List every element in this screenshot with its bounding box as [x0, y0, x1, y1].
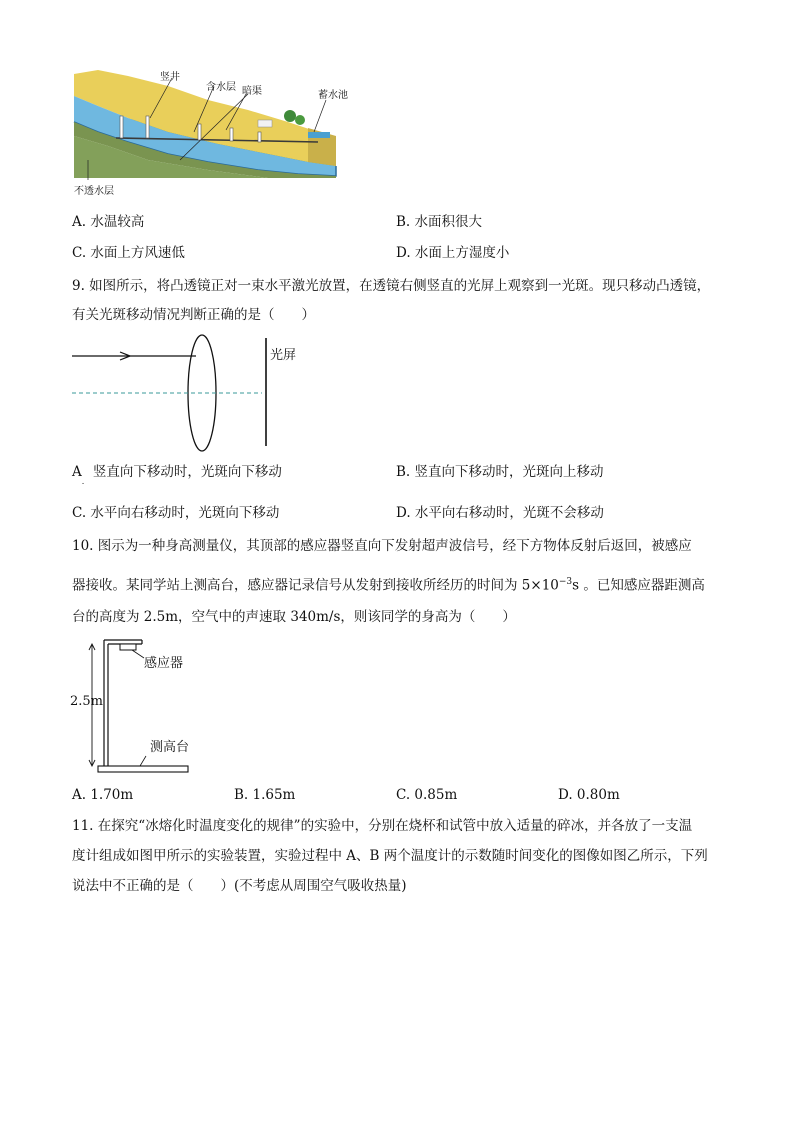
q10-option-b[interactable]: B. 1.65m: [234, 787, 296, 803]
q10-option-d[interactable]: D. 0.80m: [558, 787, 620, 803]
q9-stem-line1: 9. 如图所示，将凸透镜正对一束水平激光放置，在透镜右侧竖直的光屏上观察到一光斑。现只移动凸透镜，: [72, 278, 711, 294]
q9-option-b[interactable]: B. 竖直向下移动时，光斑向上移动: [396, 464, 604, 480]
q10-stem-line2: [72, 572, 705, 596]
shaft-3: [198, 124, 201, 140]
lens-figure: [72, 332, 332, 452]
q9-option-d[interactable]: D. 水平向右移动时，光斑不会移动: [396, 505, 604, 521]
label-screen: 光屏: [270, 348, 297, 363]
qanat-figure: [68, 66, 358, 198]
label-platform: 测高台: [150, 740, 190, 755]
q8-option-a[interactable]: A. 水温较高: [72, 214, 145, 230]
q9-stem-line2: 有关光斑移动情况判断正确的是（ ）: [72, 307, 315, 323]
q8-option-d[interactable]: D. 水面上方湿度小: [396, 245, 510, 261]
tree: [295, 115, 305, 125]
shaft-2: [146, 116, 149, 138]
house-shape: [258, 120, 272, 127]
shaft-4: [230, 128, 233, 141]
q10-stem-line3: 台的高度为 2.5m，空气中的声速取 340m/s，则该同学的身高为（ ）: [72, 609, 516, 625]
sensor-box: [120, 644, 136, 650]
q10-stem-line1: 10. 图示为一种身高测量仪，其顶部的感应器竖直向下发射超声波信号，经下方物体反射后返回，被感应: [72, 538, 692, 554]
q9-option-a-letter: A: [72, 464, 82, 480]
q11-stem-line2: 度计组成如图甲所示的实验装置，实验过程中 A、B 两个温度计的示数随时间变化的图像如图乙所示，下列: [72, 848, 708, 864]
height-meter-figure: [70, 636, 200, 778]
q8-option-b[interactable]: B. 水面积很大: [396, 214, 483, 230]
q11-stem-line1: 11. 在探究“冰熔化时温度变化的规律”的实验中，分别在烧杯和试管中放入适量的碎冰，并各放了一支温: [72, 818, 693, 834]
label-channel: 暗渠: [242, 86, 262, 97]
shaft-1: [120, 116, 123, 138]
label-impermeable: 不透水层: [74, 186, 114, 197]
label-sensor: 感应器: [144, 656, 184, 671]
q10-option-a[interactable]: A. 1.70m: [72, 787, 134, 803]
q11-stem-line3: 说法中不正确的是（ ）(不考虑从周围空气吸收热量): [72, 878, 407, 894]
label-aquifer: 含水层: [206, 82, 236, 93]
q8-option-c[interactable]: C. 水面上方风速低: [72, 245, 185, 261]
platform-shape: [98, 766, 188, 772]
q9-option-a[interactable]: $A_.$ 竖直向下移动时，光斑向下移动: [72, 464, 282, 486]
q10-line2-post: s 。已知感应器距测高: [572, 577, 705, 594]
q9-option-c[interactable]: C. 水平向右移动时，光斑向下移动: [72, 505, 280, 521]
q10-line2-exp: −3: [558, 577, 573, 587]
q10-line2-pre: 器接收。某同学站上测高台，感应器记录信号从发射到接收所经历的时间为 5×10: [72, 577, 559, 594]
label-reservoir: 蓄水池: [318, 90, 348, 101]
reservoir-shape: [308, 132, 330, 138]
label-shaft: 竖井: [160, 72, 180, 83]
tree: [284, 110, 296, 122]
q9-option-a-text: 竖直向下移动时，光斑向下移动: [92, 464, 282, 480]
shaft-5: [258, 132, 261, 142]
label-height: 2.5m: [70, 694, 104, 709]
q10-option-c[interactable]: C. 0.85m: [396, 787, 458, 803]
